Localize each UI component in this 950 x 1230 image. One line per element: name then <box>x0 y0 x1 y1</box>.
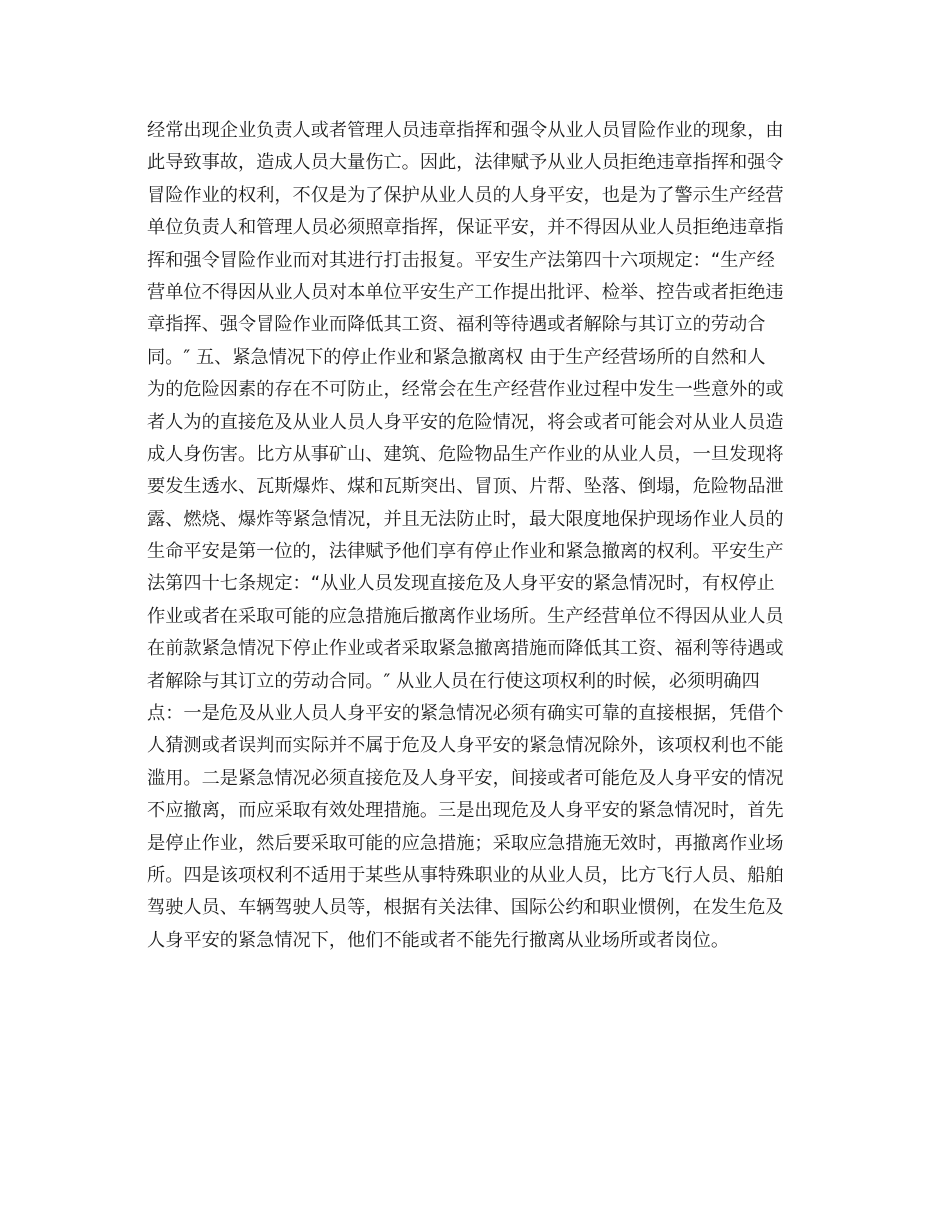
text-line: 者解除与其订立的劳动合同。″ 从业人员在行使这项权利的时候，必须明确四 <box>147 670 760 692</box>
body-paragraph <box>147 115 807 957</box>
text-line: 冒险作业的权利，不仅是为了保护从业人员的人身平安，也是为了警示生产经营 <box>147 184 784 206</box>
text-line: 人身平安的紧急情况下，他们不能或者不能先行撤离从业场所或者岗位。 <box>147 929 730 951</box>
text-line: 章指挥、强令冒险作业而降低其工资、福利等待遇或者解除与其订立的劳动合 <box>147 314 766 336</box>
text-line: 露、燃烧、爆炸等紧急情况，并且无法防止时，最大限度地保护现场作业人员的 <box>147 508 784 530</box>
text-line: 为的危险因素的存在不可防止，经常会在生产经营作业过程中发生一些意外的或 <box>147 379 784 401</box>
text-line: 法第四十七条规定：“从业人员发现直接危及人身平安的紧急情况时，有权停止 <box>147 573 775 595</box>
text-line: 营单位不得因从业人员对本单位平安生产工作提出批评、检举、控告或者拒绝违 <box>147 281 784 303</box>
text-line: 成人身伤害。比方从事矿山、建筑、危险物品生产作业的从业人员，一旦发现将 <box>147 443 784 465</box>
text-line: 生命平安是第一位的，法律赋予他们享有停止作业和紧急撤离的权利。平安生产 <box>147 541 784 563</box>
text-line: 此导致事故，造成人员大量伤亡。因此，法律赋予从业人员拒绝违章指挥和强令 <box>147 152 784 174</box>
text-line: 要发生透水、瓦斯爆炸、煤和瓦斯突出、冒顶、片帮、坠落、倒塌，危险物品泄 <box>147 476 784 498</box>
text-line: 滥用。二是紧急情况必须直接危及人身平安，间接或者可能危及人身平安的情况 <box>147 767 784 789</box>
text-line: 者人为的直接危及从业人员人身平安的危险情况，将会或者可能会对从业人员造 <box>147 411 784 433</box>
text-line: 在前款紧急情况下停止作业或者采取紧急撤离措施而降低其工资、福利等待遇或 <box>147 638 784 660</box>
text-line: 不应撤离，而应采取有效处理措施。三是出现危及人身平安的紧急情况时，首先 <box>147 800 784 822</box>
text-line: 驾驶人员、车辆驾驶人员等，根据有关法律、国际公约和职业惯例，在发生危及 <box>147 897 784 919</box>
text-line: 作业或者在采取可能的应急措施后撤离作业场所。生产经营单位不得因从业人员 <box>147 605 784 627</box>
text-line: 点：一是危及从业人员人身平安的紧急情况必须有确实可靠的直接根据，凭借个 <box>147 703 784 725</box>
text-line: 同。″ 五、紧急情况下的停止作业和紧急撤离权 由于生产经营场所的自然和人 <box>147 346 766 368</box>
text-line: 所。四是该项权利不适用于某些从事特殊职业的从业人员，比方飞行人员、船舶 <box>147 864 784 886</box>
text-line: 人猜测或者误判而实际并不属于危及人身平安的紧急情况除外，该项权利也不能 <box>147 735 784 757</box>
text-line: 是停止作业，然后要采取可能的应急措施；采取应急措施无效时，再撤离作业场 <box>147 832 784 854</box>
text-line: 单位负责人和管理人员必须照章指挥，保证平安，并不得因从业人员拒绝违章指 <box>147 217 784 239</box>
text-line: 挥和强令冒险作业而对其进行打击报复。平安生产法第四十六项规定：“生产经 <box>147 249 775 271</box>
text-line: 经常出现企业负责人或者管理人员违章指挥和强令从业人员冒险作业的现象，由 <box>147 120 784 141</box>
